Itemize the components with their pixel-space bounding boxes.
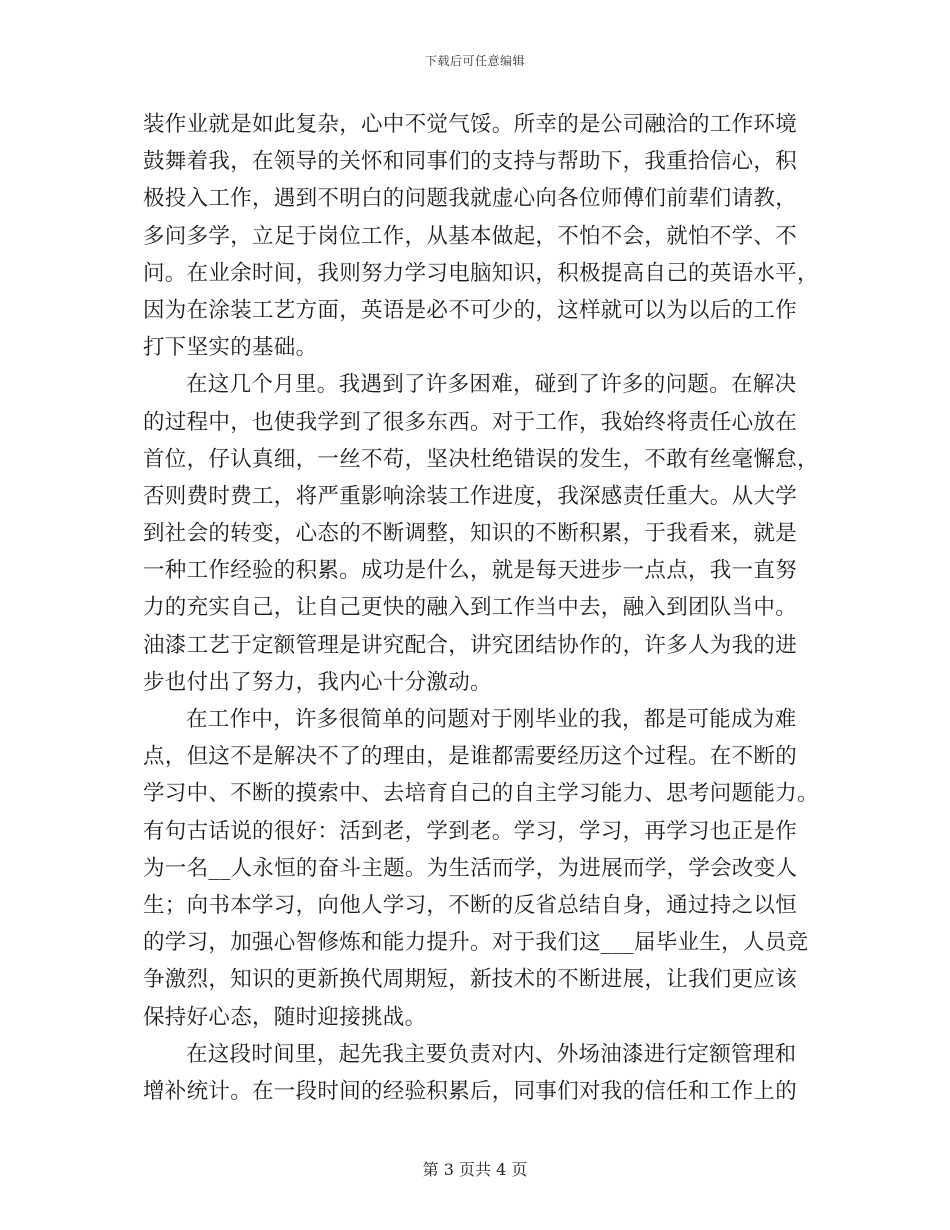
paragraph — [143, 701, 819, 1036]
text-line: 在工作中，许多很简单的问题对于刚毕业的我，都是可能成为难 — [186, 707, 797, 732]
text-line: 否则费时费工，将严重影响涂装工作进度，我深感责任重大。从大学 — [143, 483, 798, 509]
text-line: 首位，仔认真细，一丝不苟，坚决杜绝错误的发生，不敢有丝毫懈怠， — [143, 446, 819, 472]
text-line: 极投入工作，遇到不明白的问题我就虚心向各位师傅们前辈们请教， — [143, 186, 798, 212]
text-line: 力的充实自己，让自己更快的融入到工作当中去，融入到团队当中。 — [143, 595, 798, 621]
text-line: 打下坚实的基础。 — [143, 335, 318, 361]
text-line: 步也付出了努力，我内心十分激动。 — [143, 669, 492, 695]
text-line: 为一名__人永恒的奋斗主题。为生活而学，为进展而学，学会改变人 — [143, 855, 798, 881]
text-line: 问。在业余时间，我则努力学习电脑知识，积极提高自己的英语水平， — [143, 260, 819, 286]
text-line: 有句古话说的很好：活到老，学到老。学习，学习，再学习也正是作 — [143, 818, 798, 844]
text-line: 学习中、不断的摸索中、去培育自己的自主学习能力、思考问题能力。 — [143, 781, 819, 807]
paragraph — [143, 106, 819, 366]
paragraph — [143, 1036, 813, 1110]
paragraph — [143, 366, 819, 701]
text-line: 一种工作经验的积累。成功是什么，就是每天进步一点点，我一直努 — [143, 558, 798, 584]
text-line: 的过程中，也使我学到了很多东西。对于工作，我始终将责任心放在 — [143, 409, 798, 435]
text-line: 点，但这不是解决不了的理由，是谁都需要经历这个过程。在不断的 — [143, 744, 798, 770]
page-footer: 第 3 页共 4 页 — [422, 1160, 528, 1179]
text-line: 保持好心态，随时迎接挑战。 — [143, 1004, 427, 1030]
text-line: 的学习，加强心智修炼和能力提升。对于我们这___届毕业生，人员竞 — [143, 930, 809, 956]
text-line: 因为在涂装工艺方面，英语是必不可少的，这样就可以为以后的工作 — [143, 297, 798, 323]
text-line: 增补统计。在一段时间的经验积累后，同事们对我的信任和工作上的 — [143, 1078, 798, 1104]
text-line: 装作业就是如此复杂，心中不觉气馁。所幸的是公司融洽的工作环境 — [143, 112, 798, 137]
text-line: 在这段时间里，起先我主要负责对内、外场油漆进行定额管理和 — [186, 1041, 797, 1067]
text-line: 油漆工艺于定额管理是讲究配合，讲究团结协作的，许多人为我的进 — [143, 632, 798, 658]
text-line: 在这几个月里。我遇到了许多困难，碰到了许多的问题。在解决 — [186, 372, 797, 398]
text-line: 生；向书本学习，向他人学习，不断的反省总结自身，通过持之以恒 — [143, 892, 798, 918]
page-header: 下载后可任意编辑 — [424, 54, 525, 68]
text-line: 鼓舞着我，在领导的关怀和同事们的支持与帮助下，我重拾信心，积 — [143, 149, 798, 175]
text-line: 争激烈，知识的更新换代周期短，新技术的不断进展，让我们更应该 — [143, 967, 798, 993]
text-line: 多问多学，立足于岗位工作，从基本做起，不怕不会，就怕不学、不 — [143, 223, 798, 249]
text-line: 到社会的转变，心态的不断调整，知识的不断积累，于我看来，就是 — [143, 521, 798, 547]
document-body — [143, 106, 819, 1110]
